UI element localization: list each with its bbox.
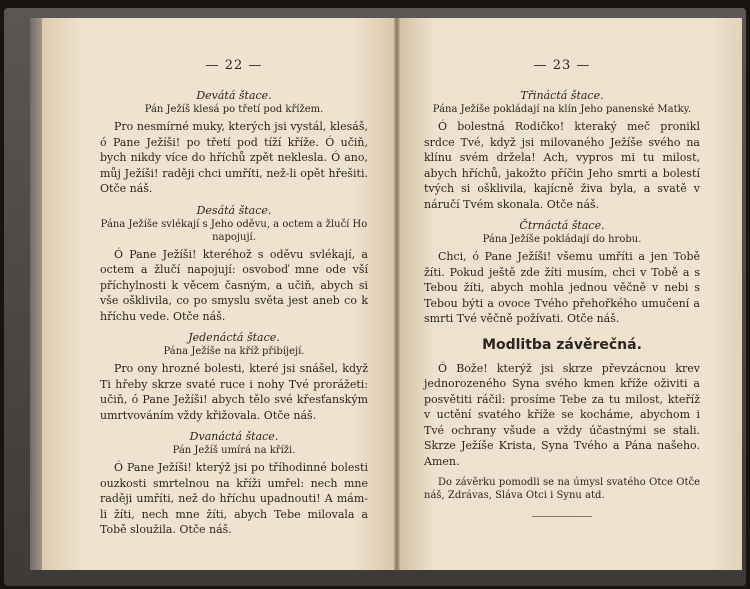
station-section <box>424 89 700 212</box>
right-page <box>400 18 742 570</box>
station-section <box>424 219 700 327</box>
station-subheading: Pána Ježíše svlékají s Jeho oděvu, a octem a žlučí Ho napojují. <box>100 218 368 243</box>
station-heading: Čtrnáctá štace. <box>519 219 605 232</box>
station-subheading: Pána Ježíše pokládají na klín Jeho panenské Matky. <box>432 104 692 115</box>
station-section <box>100 89 368 197</box>
station-section <box>100 430 368 538</box>
station-subheading: Pán Ježíš klesá po třetí pod křížem. <box>144 104 324 115</box>
station-heading: Desátá štace. <box>196 203 272 217</box>
station-subheading: Pán Ježíš umírá na kříži. <box>172 445 296 456</box>
prayer-text: Ó Bože! kterýž jsi skrze převzácnou krev jednorozeného Syna svého kmen kříže oživiti a posvětiti ráčil: prosíme Tebe za tu milost, kteříž v uctění svatého kříže se kocháme, abychom i Tvé ochrany všude a vždy účastnými se stali. Skrze Ježíše Krista, Syna Tvého a Pána našeho. Amen. <box>424 361 700 468</box>
page-number: — 22 — <box>205 58 263 73</box>
station-subheading: Pána Ježíše pokládají do hrobu. <box>482 234 642 245</box>
page-number: — 23 — <box>533 58 591 73</box>
station-text: Pro nesmírné muky, kterých jsi vystál, klesáš, ó Pane Ježíši! po třetí pod tíží kříže. Ó učiň, bych nikdy více do hříchů zpět neklesla. Ó ano, můj Ježíši! raději chci umříti, než-li opět hřešiti. Otče náš. <box>100 120 368 195</box>
station-text: Ó Pane Ježíši! kteréhož s oděvu svlékají, a octem a žlučí napojují: osvoboď mne ode vší příchylnosti k věcem časným, a učiň, abych si vše ošklivila, co po smyslu světa jest aneb co k hříchu vede. Otče náš. <box>100 247 368 323</box>
station-section <box>100 331 368 423</box>
station-heading: Třináctá štace. <box>520 89 604 102</box>
station-text: Chci, ó Pane Ježíši! všemu umříti a jen Tobě žíti. Pokud ještě zde žíti musím, chci v Tobě a s Tebou žíti, abych mohla jednou věčně v nebi s Tebou býti a ovoce Tvého přehořkého umučení a smrti Tvé věčně požívati. Otče náš. <box>424 250 700 325</box>
prayer-title: Modlitba závěrečná. <box>482 336 642 353</box>
station-text: Ó bolestná Rodičko! kteraký meč pronikl srdce Tvé, když jsi milovaného Ježíše svého na klínu svém držela! Ach, vypros mi tu milost, abych hříchů, jakožto příčin Jeho smrti a bolestí tvých si ošklivila, kajícně živa byla, a svatě v náručí Tvém skonala. Otče náš. <box>424 120 700 211</box>
station-text: Pro ony hrozné bolesti, které jsi snášel, když Ti hřeby skrze svaté ruce i nohy Tvé prorážeti: učiň, ó Pane Ježíši! abych tělo své křesťanským umrtvováním vždy křižovala. Otče náš. <box>100 362 368 422</box>
station-section <box>100 204 368 325</box>
station-heading: Devátá štace. <box>196 89 272 102</box>
divider <box>532 516 592 517</box>
station-heading: Jedenáctá štace. <box>188 331 280 344</box>
station-subheading: Pána Ježíše na kříž přibíjejí. <box>163 346 305 357</box>
closing-note: Do závěrku pomodli se na úmysl svatého Otce Otče náš, Zdrávas, Sláva Otci i Synu atd. <box>424 477 700 501</box>
station-heading: Dvanáctá štace. <box>189 430 279 443</box>
left-page <box>42 18 394 570</box>
station-text: Ó Pane Ježíši! kterýž jsi po tříhodinné bolesti ouzkosti smrtelnou na kříži umřel: nech mne raději umříti, než do hříchu upadnouti! A mám-li žíti, nech mne žíti, abych Tebe milovala a Tobě sloužila. Otče náš. <box>100 461 368 536</box>
